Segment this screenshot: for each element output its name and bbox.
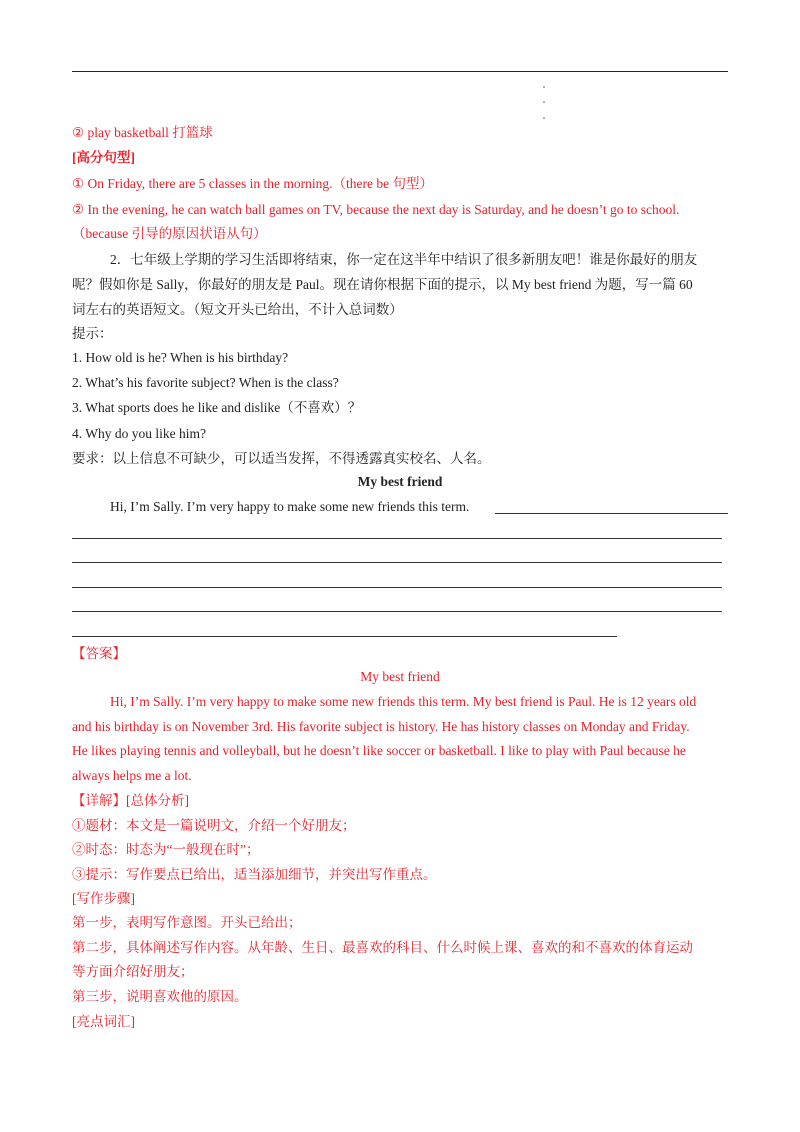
highlight-vocab-header: [亮点词汇] <box>72 1014 135 1029</box>
task-intro-line-2: 呢？假如你是 Sally，你最好的朋友是 Paul。现在请你根据下面的提示，以 My best friend 为题，写一篇 60 <box>72 277 693 292</box>
answer-blank-line <box>72 636 617 637</box>
sentence-2: ② In the evening, he can watch ball games on TV, because the next day is Saturday, and he doesn’t go to school. <box>72 202 680 217</box>
analysis-point-2: ②时态：时态为“一般现在时”； <box>72 842 260 857</box>
high-score-sentences-header: [高分句型] <box>72 150 135 165</box>
hint-label: 提示： <box>72 326 113 341</box>
margin-dot <box>543 86 545 88</box>
writing-step-1: 第一步，表明写作意图。开头已给出； <box>72 915 302 930</box>
answer-blank-line <box>72 562 722 563</box>
writing-step-3: 第三步，说明喜欢他的原因。 <box>72 989 248 1004</box>
hint-4: 4. Why do you like him? <box>72 426 206 441</box>
answer-line-4: always helps me a lot. <box>72 768 192 783</box>
hint-3: 3. What sports does he like and dislike（不喜欢）？ <box>72 400 362 415</box>
task-intro-line-3: 词左右的英语短文。（短文开头已给出，不计入总词数） <box>72 302 403 317</box>
answer-line-3: He likes playing tennis and volleyball, but he doesn’t like soccer or basketball. I like to play with Paul because he <box>72 743 686 758</box>
hint-1: 1. How old is he? When is his birthday? <box>72 350 289 365</box>
writing-step-2: 第二步，具体阐述写作内容。从年龄、生日、最喜欢的科目、什么时候上课、喜欢的和不喜欢的体育运动 <box>72 940 693 955</box>
sentence-1: ① On Friday, there are 5 classes in the morning.（there be 句型） <box>72 176 434 191</box>
answer-blank-line <box>72 587 722 588</box>
essay-title: My best friend <box>357 474 443 489</box>
analysis-label: 【详解】 <box>72 793 126 808</box>
margin-dot <box>543 117 545 119</box>
hint-2: 2. What’s his favorite subject? When is the class? <box>72 375 339 390</box>
analysis-point-1: ①题材：本文是一篇说明文，介绍一个好朋友； <box>72 818 356 833</box>
writing-step-2-cont: 等方面介绍好朋友； <box>72 964 194 979</box>
analysis-label-suffix: [总体分析] <box>126 793 189 808</box>
answer-blank-line <box>495 513 728 514</box>
writing-steps-header: [写作步骤] <box>72 891 135 906</box>
essay-opening: Hi, I’m Sally. I’m very happy to make some new friends this term. <box>110 499 470 514</box>
header-rule <box>72 71 728 72</box>
analysis-heading <box>72 792 189 810</box>
answer-blank-line <box>72 538 722 539</box>
answer-blank-line <box>72 611 722 612</box>
answer-label: 【答案】 <box>72 646 126 661</box>
requirement: 要求：以上信息不可缺少，可以适当发挥，不得透露真实校名、人名。 <box>72 451 491 466</box>
answer-line-2: and his birthday is on November 3rd. His favorite subject is history. He has history classes on Monday and Friday. <box>72 719 690 734</box>
margin-dot <box>543 101 545 103</box>
task-intro-line-1: 2．七年级上学期的学习生活即将结束，你一定在这半年中结识了很多新朋友吧！谁是你最好的朋友 <box>110 252 698 267</box>
answer-title: My best friend <box>360 669 440 684</box>
analysis-point-3: ③提示：写作要点已给出，适当添加细节，并突出写作重点。 <box>72 867 437 882</box>
phrase-item-2: ② play basketball 打篮球 <box>72 125 213 140</box>
sentence-2-note: （because 引导的原因状语从句） <box>72 226 267 241</box>
answer-line-1: Hi, I’m Sally. I’m very happy to make some new friends this term. My best friend is Paul. He is 12 years old <box>110 694 697 709</box>
